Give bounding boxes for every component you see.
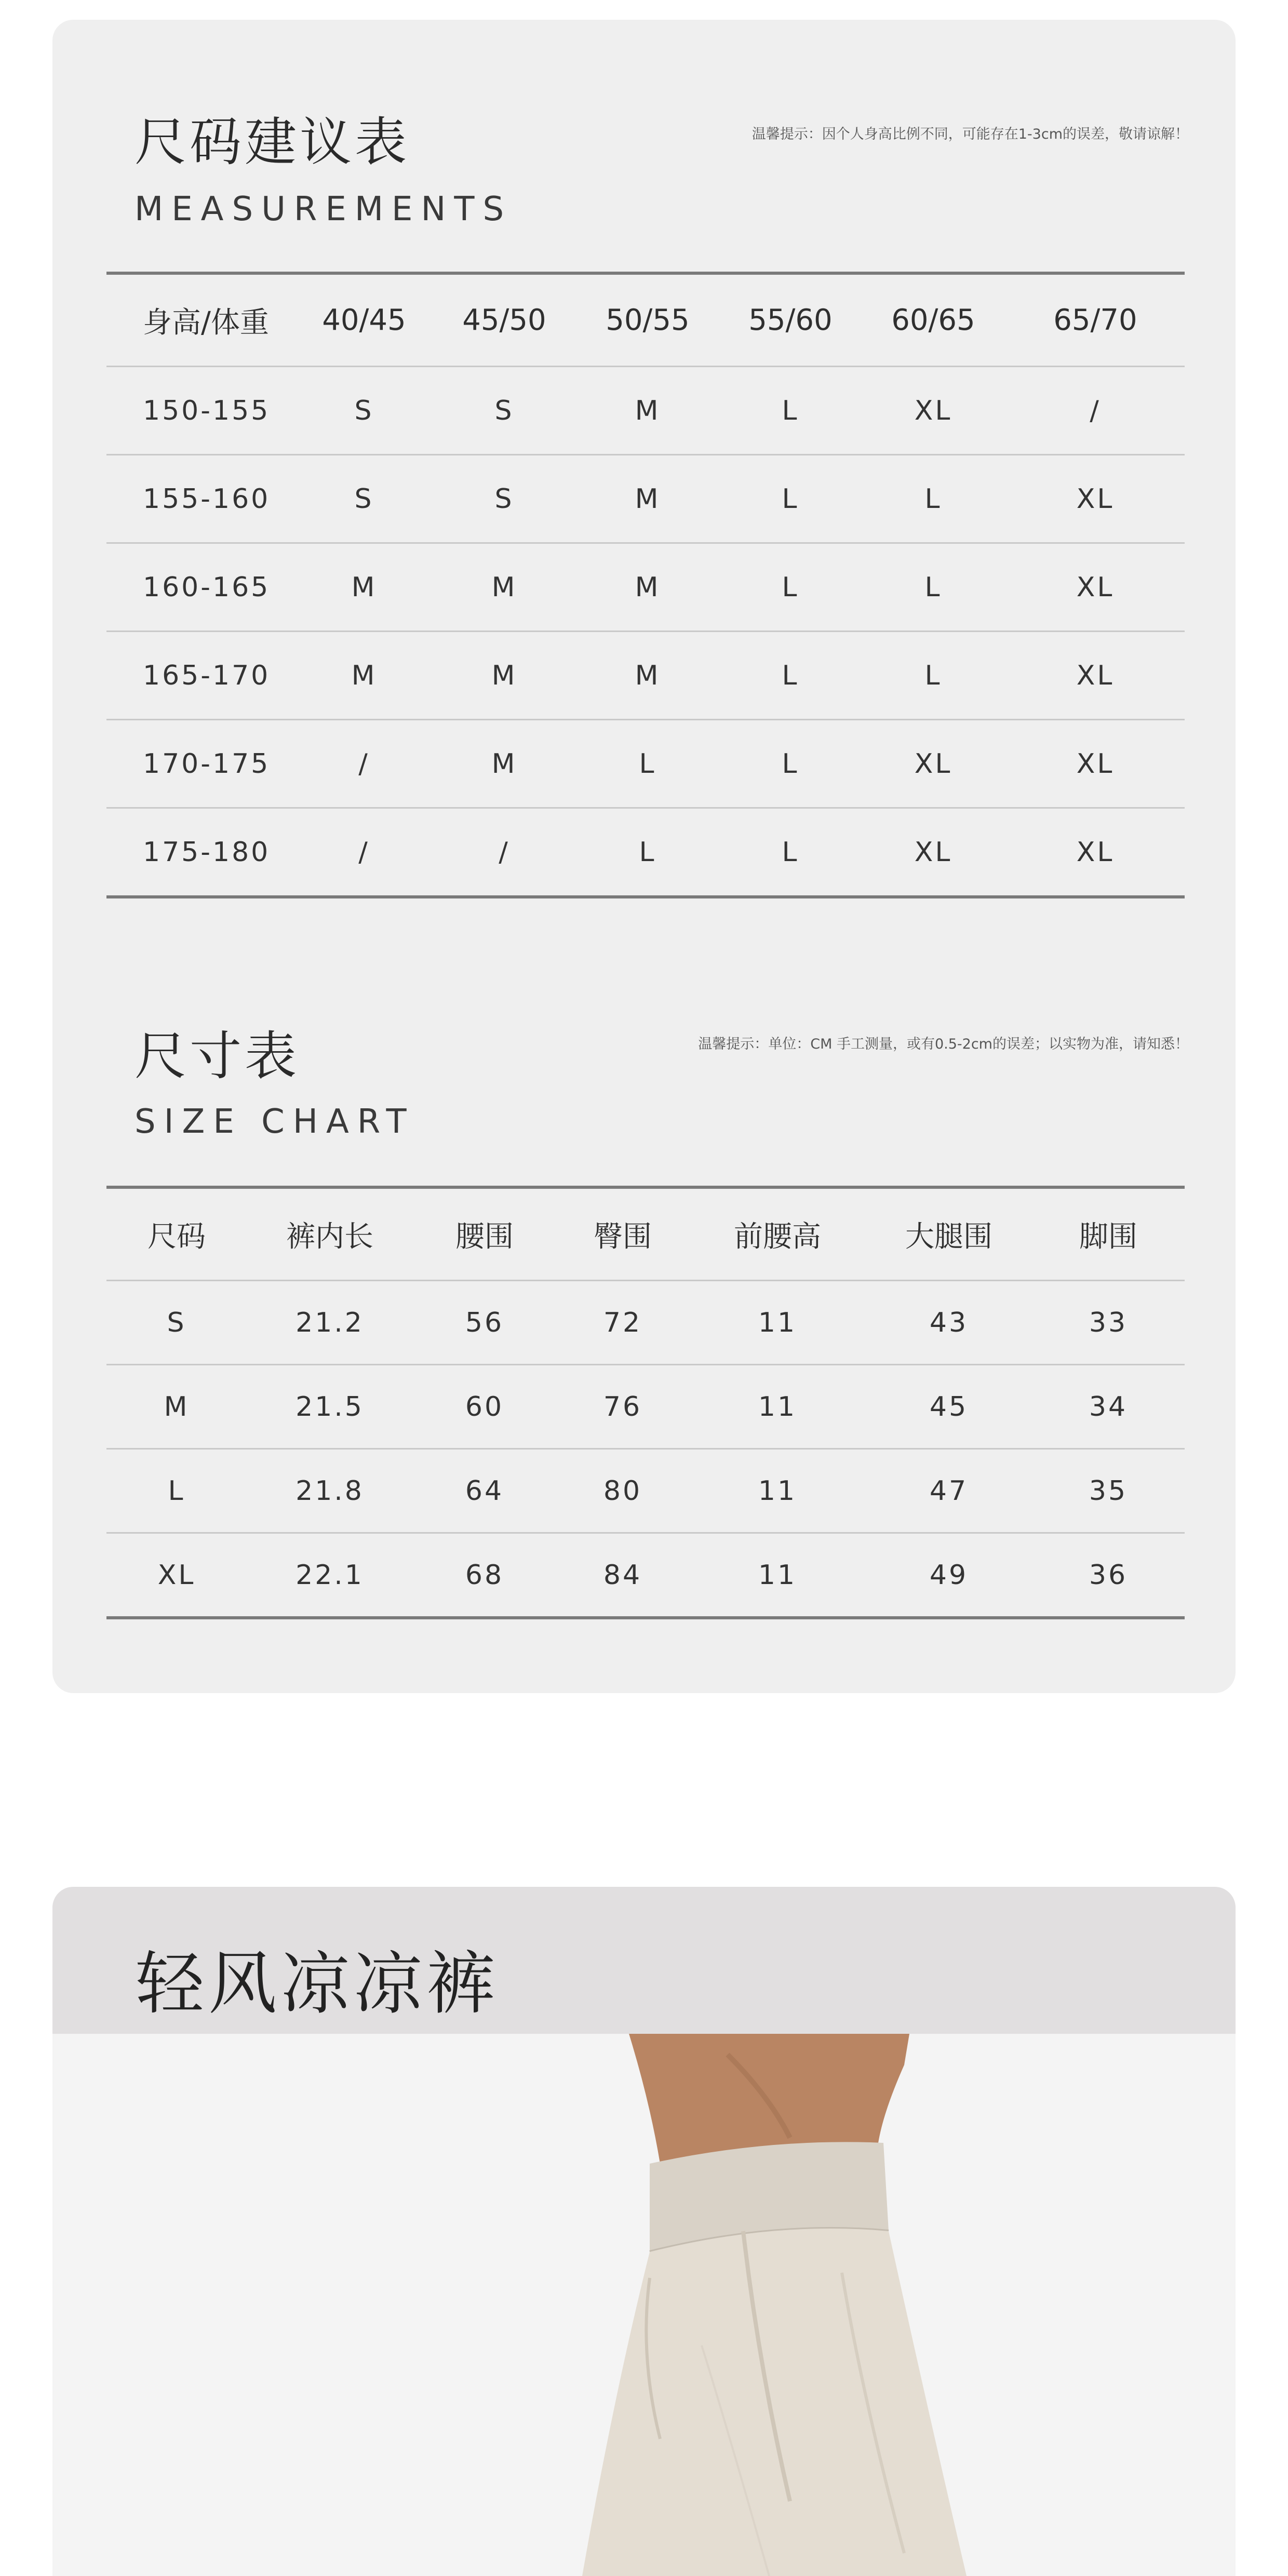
table-cell: XL — [1006, 720, 1185, 808]
table-cell: L — [861, 543, 1006, 632]
table-cell: 150-155 — [106, 367, 294, 455]
size-chart-subtitle: SIZE CHART — [135, 1103, 415, 1141]
product-title: 轻风凉凉裤 — [136, 1944, 499, 2024]
measurements-title: 尺码建议表 — [135, 112, 410, 172]
product-banner — [52, 1887, 1236, 2034]
size-chart-note: 温馨提示：单位：CM 手工测量，或有0.5-2cm的误差；以实物为准，请知悉！ — [698, 1036, 1189, 1052]
table-cell: 22.1 — [247, 1533, 413, 1618]
table-cell: 170-175 — [106, 720, 294, 808]
table-cell: M — [575, 455, 720, 543]
table-cell: L — [720, 543, 861, 632]
table-cell: S — [294, 367, 434, 455]
measurements-table — [106, 272, 1185, 898]
table-cell: 11 — [689, 1281, 866, 1365]
header-cell: 40/45 — [294, 273, 434, 367]
table-cell: 165-170 — [106, 632, 294, 720]
table-cell: XL — [861, 808, 1006, 897]
table-cell: 11 — [689, 1449, 866, 1533]
table-cell: L — [720, 367, 861, 455]
table-cell: L — [720, 720, 861, 808]
table-cell: 47 — [866, 1449, 1032, 1533]
table-cell: L — [720, 632, 861, 720]
table-cell: XL — [861, 720, 1006, 808]
table-row — [106, 1281, 1185, 1365]
header-cell: 脚围 — [1032, 1187, 1185, 1281]
table-cell: / — [294, 808, 434, 897]
table-cell: 160-165 — [106, 543, 294, 632]
header-cell: 45/50 — [434, 273, 575, 367]
table-cell: 64 — [413, 1449, 556, 1533]
table-cell: M — [575, 543, 720, 632]
table-cell: 11 — [689, 1533, 866, 1618]
table-cell: 76 — [556, 1365, 689, 1449]
header-cell: 大腿围 — [866, 1187, 1032, 1281]
table-cell: XL — [1006, 543, 1185, 632]
table-cell: 56 — [413, 1281, 556, 1365]
table-cell: 33 — [1032, 1281, 1185, 1365]
table-cell: 49 — [866, 1533, 1032, 1618]
table-header-row — [106, 1187, 1185, 1281]
header-cell: 尺码 — [106, 1187, 247, 1281]
table-cell: 21.2 — [247, 1281, 413, 1365]
table-cell: XL — [1006, 455, 1185, 543]
header-cell: 身高/体重 — [106, 273, 294, 367]
table-row — [106, 1449, 1185, 1533]
table-cell: / — [1006, 367, 1185, 455]
table-cell: 11 — [689, 1365, 866, 1449]
table-cell: 43 — [866, 1281, 1032, 1365]
table-cell: XL — [861, 367, 1006, 455]
table-cell: 60 — [413, 1365, 556, 1449]
table-cell: S — [294, 455, 434, 543]
table-cell: 68 — [413, 1533, 556, 1618]
table-cell: 21.5 — [247, 1365, 413, 1449]
table-cell: S — [106, 1281, 247, 1365]
measurements-subtitle: MEASUREMENTS — [135, 190, 513, 229]
table-cell: M — [575, 632, 720, 720]
table-cell: L — [720, 808, 861, 897]
table-cell: 72 — [556, 1281, 689, 1365]
table-cell: 80 — [556, 1449, 689, 1533]
table-cell: M — [294, 543, 434, 632]
table-cell: L — [861, 632, 1006, 720]
size-chart-table — [106, 1186, 1185, 1619]
table-cell: S — [434, 455, 575, 543]
table-cell: XL — [1006, 632, 1185, 720]
table-cell: 34 — [1032, 1365, 1185, 1449]
table-row — [106, 632, 1185, 720]
table-cell: 35 — [1032, 1449, 1185, 1533]
header-cell: 60/65 — [861, 273, 1006, 367]
table-cell: L — [575, 720, 720, 808]
table-cell: 155-160 — [106, 455, 294, 543]
product-card — [52, 1887, 1236, 2576]
table-row — [106, 720, 1185, 808]
table-cell: L — [861, 455, 1006, 543]
table-cell: S — [434, 367, 575, 455]
header-cell: 55/60 — [720, 273, 861, 367]
table-cell: 36 — [1032, 1533, 1185, 1618]
table-cell: 45 — [866, 1365, 1032, 1449]
measurements-note: 温馨提示：因个人身高比例不同，可能存在1-3cm的误差，敬请谅解！ — [752, 126, 1189, 142]
table-cell: XL — [1006, 808, 1185, 897]
header-cell: 前腰高 — [689, 1187, 866, 1281]
table-cell: L — [106, 1449, 247, 1533]
table-cell: 21.8 — [247, 1449, 413, 1533]
table-row — [106, 1533, 1185, 1618]
table-cell: M — [434, 543, 575, 632]
table-cell: L — [720, 455, 861, 543]
table-cell: XL — [106, 1533, 247, 1618]
table-header-row — [106, 273, 1185, 367]
header-cell: 腰围 — [413, 1187, 556, 1281]
table-row — [106, 455, 1185, 543]
table-cell: / — [434, 808, 575, 897]
header-cell: 臀围 — [556, 1187, 689, 1281]
table-cell: M — [294, 632, 434, 720]
table-cell: M — [434, 632, 575, 720]
table-cell: 175-180 — [106, 808, 294, 897]
table-cell: M — [434, 720, 575, 808]
product-photo — [52, 2034, 1236, 2576]
size-chart-title: 尺寸表 — [135, 1026, 300, 1086]
table-row — [106, 367, 1185, 455]
table-cell: M — [575, 367, 720, 455]
table-row — [106, 808, 1185, 897]
table-cell: M — [106, 1365, 247, 1449]
table-row — [106, 1365, 1185, 1449]
size-info-card — [52, 20, 1236, 1693]
header-cell: 65/70 — [1006, 273, 1185, 367]
header-cell: 50/55 — [575, 273, 720, 367]
header-cell: 裤内长 — [247, 1187, 413, 1281]
table-cell: L — [575, 808, 720, 897]
table-cell: / — [294, 720, 434, 808]
table-row — [106, 543, 1185, 632]
table-cell: 84 — [556, 1533, 689, 1618]
